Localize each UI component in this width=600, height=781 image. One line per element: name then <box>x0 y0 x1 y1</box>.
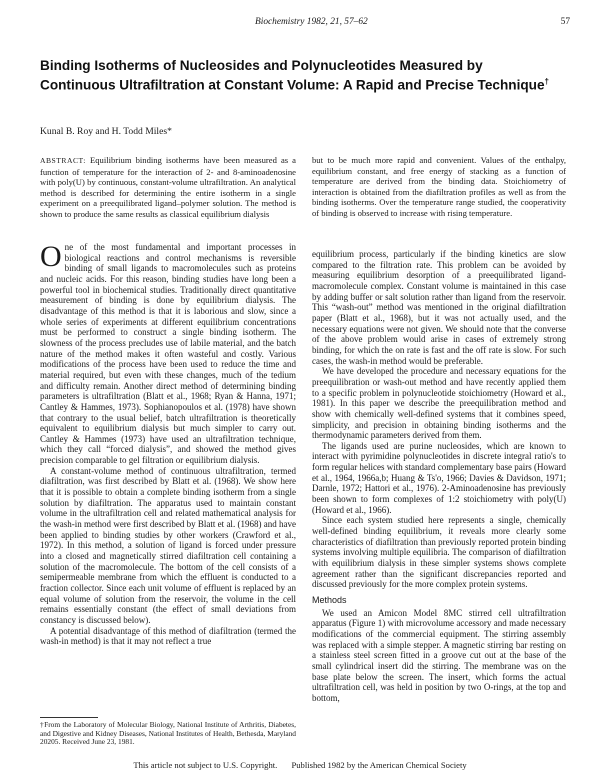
abstract-right-text: but to be much more rapid and convenient. Values of the enthalpy, equilibrium constant, and free energy of stacking as a function of temperature are derived from the binding data. Stoichiometry of interaction is obtained from the diafiltration profiles as well as from the binding isotherms. Over the temperature range studied, the cooperativity of binding is observed to increase with rising temperature. <box>312 155 566 218</box>
intro-paragraph-1 <box>40 242 296 466</box>
intro-paragraph-3: A potential disadvantage of this method of diafiltration (termed the wash-in method) is that it may not reflect a true <box>40 625 296 647</box>
author-line <box>40 126 172 137</box>
body-column-right <box>312 249 566 704</box>
journal-citation: Biochemistry 1982, 21, 57–62 <box>255 17 368 27</box>
intro-paragraph-2: A constant-volume method of continuous ultrafiltration, termed diafiltration, was first described by Blatt et al. (1968). We show here that it is possible to obtain a complete binding isotherm from a single solution by diafiltration. The apparatus used to maintain constant volume in the ultrafiltration cell and related mathematical analysis for the wash-in method were first described by Blatt et al. (1968) and have been applied to binding studies by other workers (Crawford et al., 1972). In this method, a solution of ligand is forced under pressure into a closed and magnetically stirred diafiltration cell containing a solution of the macromolecule. The bottom of the cell consists of a semipermeable membrane from which the effluent is conducted to a fraction collector. Since each unit volume of effluent is replaced by an equal volume of solution from the reservoir, the volume in the cell remains essentially constant (the effect of small deviations from constancy is discussed below). <box>40 465 296 625</box>
intro-paragraph-1-text: ne of the most fundamental and important processes in biological reactions and control mechanisms is reversible binding of small ligands to macromolecules such as proteins and nucleic acids. For this reason, binding studies have long been a powerful tool in biochemical studies. Traditionally direct quantitative measurement of binding is done by equilibrium dialysis. The disadvantage of this method is that it is laborious and slow, since a whole series of experiments at different equilibrium concentrations must be performed to construct a single binding isotherm. The slowness of the process precludes use of labile material, and the batch nature of the method makes it often wasteful and costly. Various modifications of the process have been used to reduce the time and material required, but even with these changes, much of the tedium and difficulty remain. Another direct method of determining binding parameters is ultrafiltration (Blatt et al., 1968; Ryan & Hanna, 1971; Cantley & Hammes, 1973). Sophianopoulos et al. (1978) have shown that contrary to the usual belief, batch ultrafiltration is theoretically equivalent to equilibrium dialysis but much simpler to carry out. Cantley & Hammes (1973) have used an ultrafiltration technique, which they call “forced dialysis”, and showed the method gives precision comparable to gel filtration or equilibrium dialysis. <box>40 242 296 466</box>
publisher-notice: Published 1982 by the American Chemical Society <box>291 760 467 770</box>
abstract-label: ABSTRACT: <box>40 156 86 165</box>
copyright-line <box>0 760 600 770</box>
body-column-left <box>40 242 296 647</box>
abstract-left <box>40 155 296 219</box>
abstract-right <box>312 155 566 218</box>
methods-heading: Methods <box>312 595 347 605</box>
intro-paragraph-6: The ligands used are purine nucleosides, which are known to interact with pyrimidine polynucleotides in discrete integral ratio's to form regular helices with standard complementary base pairs (Howard et al., 1964, 1966a,b; Huang & Ts'o, 1966; Davies & Davidson, 1971; Darnle, 1972; Hattori et al., 1976). 2-Aminoadenosine has previously been shown to form complexes of 1:2 stoichiometry with poly(U) (Howard et al., 1966). <box>312 440 566 515</box>
running-head <box>0 17 600 31</box>
copyright-notice: This article not subject to U.S. Copyright. <box>133 760 278 770</box>
drop-cap: O <box>40 240 62 273</box>
affiliation-footnote: †From the Laboratory of Molecular Biology, National Institute of Arthritis, Diabetes, and Digestive and Kidney Diseases, National Institutes of Health, Bethesda, Maryland 20205. Received June 23, 1981. <box>40 720 296 747</box>
article-title-text: Binding Isotherms of Nucleosides and Polynucleotides Measured by Continuous Ultrafiltration at Constant Volume: A Rapid and Precise Technique <box>40 58 545 93</box>
title-footnote-mark: † <box>544 77 549 87</box>
intro-paragraph-5: We have developed the procedure and necessary equations for the preequilibration or wash-out method and have recently applied them to a specific problem in polynucleotide stoichiometry (Howard et al., 1981). In this paper we describe the preequilibration method and show with chemically well-defined systems that it combines speed, simplicity, and precision in obtaining binding isotherms and the thermodynamic parameters derived from them. <box>312 366 566 441</box>
intro-paragraph-4: equilibrium process, particularly if the binding kinetics are slow compared to the filtration rate. This problem can be avoided by measuring equilibrium desorption of a preequilibrated ligand-macromolecule complex. Constant volume is maintained in this case by adding buffer or salt solution rather than ligand from the reservoir. This “wash-out” method was mentioned in the original diafiltration paper (Blatt et al., 1968), but it was not actually used, and the necessary equations were not given. We should note that the converse of the above problem would arise in cases of extremely strong binding, for which the on rate is fast and the off rate is slow. For such cases, the wash-in method would be preferable. <box>312 249 566 366</box>
footnote-rule <box>40 717 98 718</box>
abstract-left-text: Equilibrium binding isotherms have been measured as a function of temperature for the interaction of 2- and 8-aminoadenosine with poly(U) by continuous, constant-volume ultrafiltration. An analytical method is described for determining the entire isotherm in a single experiment on a preequilibrated ligand–polymer solution. The method is shown to produce the same results as classical equilibrium dialysis <box>40 155 296 219</box>
article-title <box>40 58 550 94</box>
intro-paragraph-7: Since each system studied here represents a single, chemically well-defined binding equilibrium, it reveals more clearly some characteristics of diafiltration than previously reported protein binding systems involving multiple equilibria. The comparison of diafiltration with equilibrium dialysis in these simpler systems shows complete agreement rather than the significant discrepancies reported and discussed previously for the more complex protein systems. <box>312 515 566 590</box>
methods-paragraph-1: We used an Amicon Model 8MC stirred cell ultrafiltration apparatus (Figure 1) with microvolume accessory and made necessary modifications of the commercial equipment. The stirring assembly was replaced with a simple stepper. A magnetic stirring bar resting on a stainless steel screen fitted in a groove cut out at the base of the small cylindrical insert did the stirring. The membrane was on the base plate below the screen. The insert, which forms the actual ultrafiltration cell, was held in position by two O-rings, at the top and bottom, <box>312 607 566 703</box>
page-number: 57 <box>560 17 570 27</box>
authors-text: Kunal B. Roy and H. Todd Miles* <box>40 126 172 137</box>
